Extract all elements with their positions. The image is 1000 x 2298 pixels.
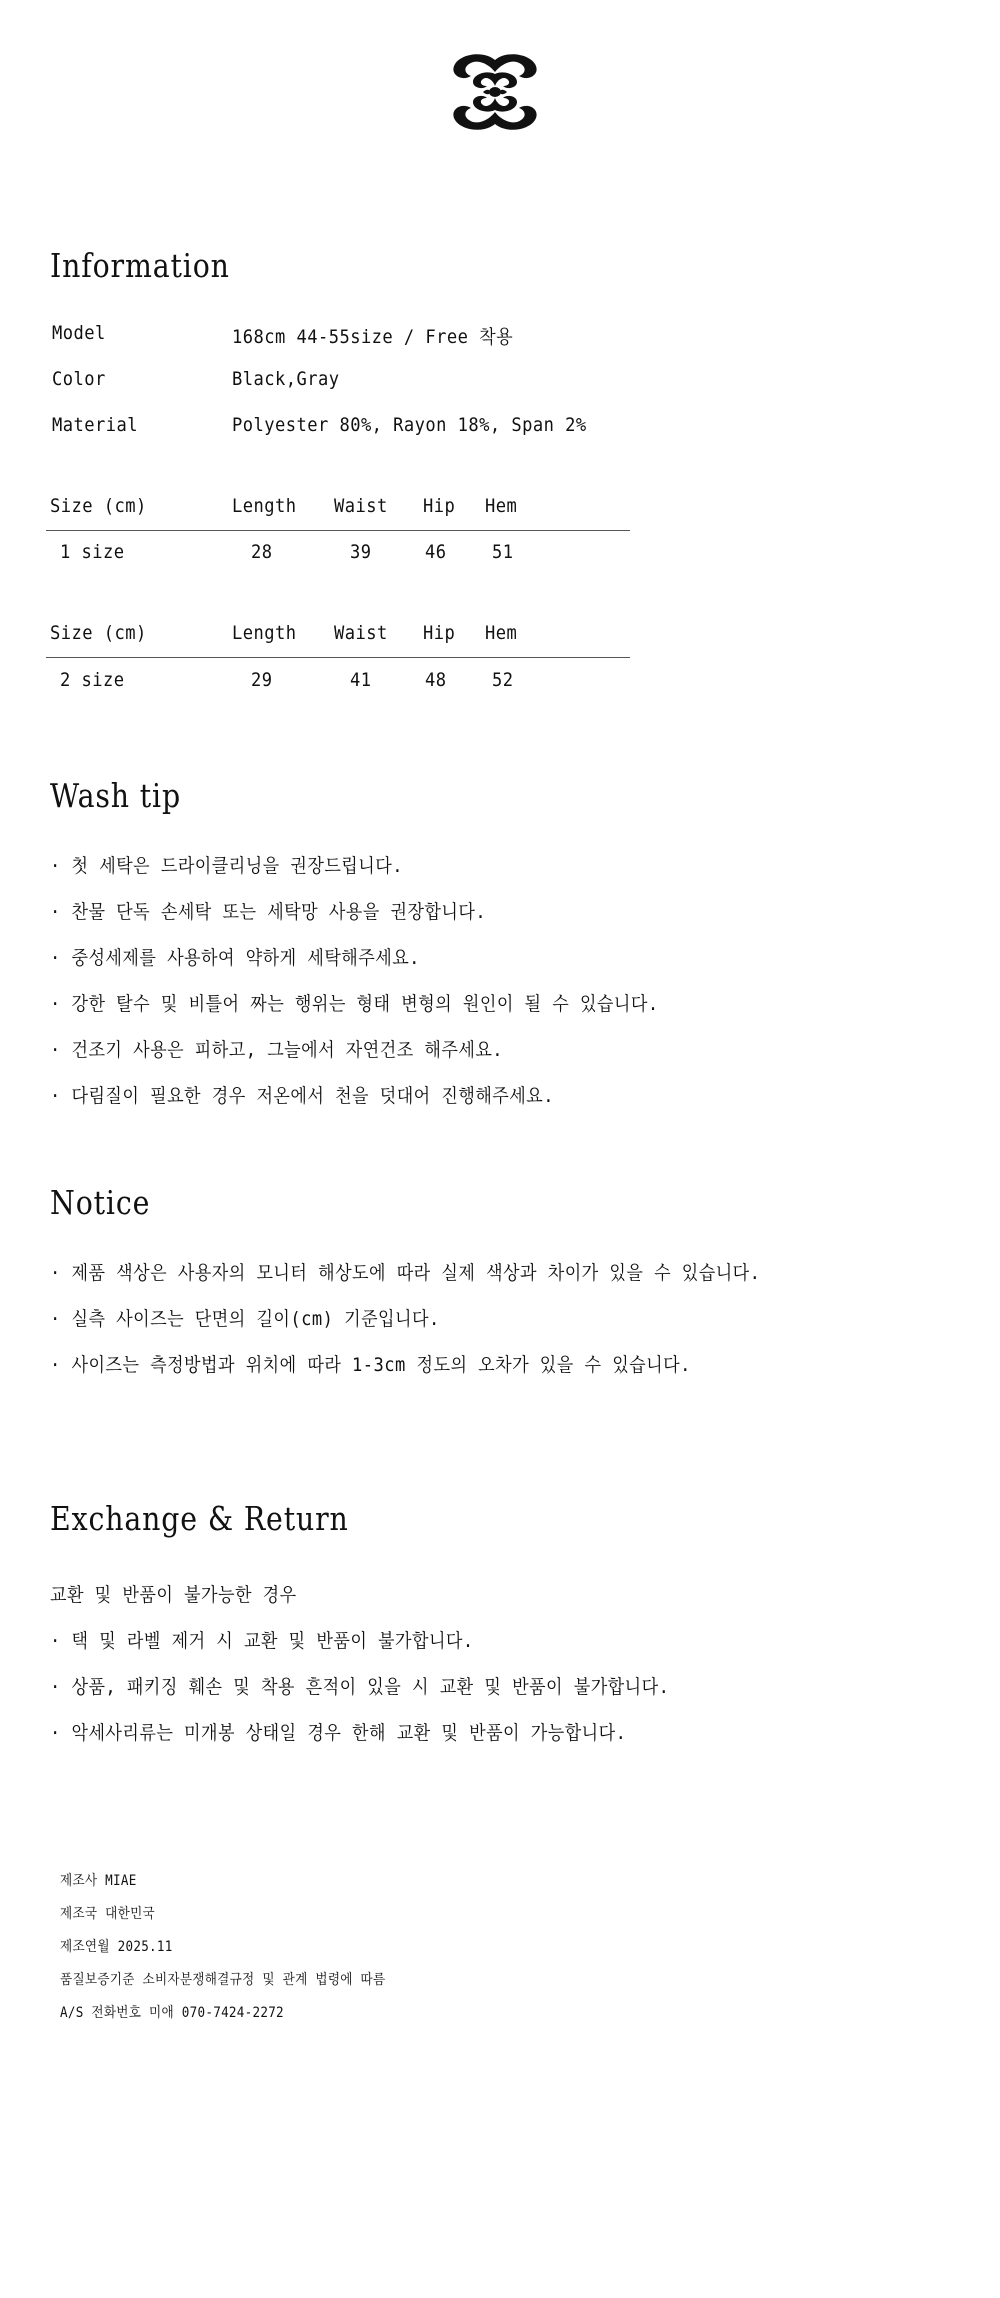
info-label-model: Model	[52, 322, 106, 344]
notice-item: · 사이즈는 측정방법과 위치에 따라 1-3cm 정도의 오차가 있을 수 있습니다.	[50, 1354, 691, 1376]
size-table-header-size: Size (cm)	[50, 495, 147, 517]
size-table-cell-waist: 39	[350, 541, 372, 563]
notice-item: · 제품 색상은 사용자의 모니터 해상도에 따라 실제 색상과 차이가 있을 수 있습니다.	[50, 1262, 761, 1284]
wash-tip-item: · 다림질이 필요한 경우 저온에서 천을 덧대어 진행해주세요.	[50, 1085, 554, 1107]
size-table-cell-hip: 46	[425, 541, 447, 563]
notice-heading: Notice	[50, 1183, 151, 1222]
size-table-header-waist: Waist	[334, 495, 388, 517]
wash-tip-item: · 첫 세탁은 드라이클리닝을 권장드립니다.	[50, 855, 403, 877]
wash-tip-item: · 찬물 단독 손세탁 또는 세탁망 사용을 권장합니다.	[50, 901, 487, 923]
footer-line-as-phone: A/S 전화번호 미애 070-7424-2272	[60, 2005, 284, 2021]
size-table-cell-size: 1 size	[60, 541, 125, 563]
footer-line-warranty: 품질보증기준 소비자분쟁해결규정 및 관계 법령에 따름	[60, 1972, 386, 1988]
exchange-item: · 택 및 라벨 제거 시 교환 및 반품이 불가합니다.	[50, 1630, 474, 1652]
exchange-item: · 상품, 패키징 훼손 및 착용 흔적이 있을 시 교환 및 반품이 불가합니다.	[50, 1676, 670, 1698]
info-label-color: Color	[52, 368, 106, 390]
wash-tip-item: · 중성세제를 사용하여 약하게 세탁해주세요.	[50, 947, 420, 969]
ornamental-logo-icon	[443, 52, 547, 132]
size-table-header-hip: Hip	[423, 622, 456, 644]
info-label-material: Material	[52, 414, 138, 436]
size-table-divider	[46, 657, 630, 658]
information-heading: Information	[50, 246, 230, 285]
exchange-return-heading: Exchange & Return	[50, 1499, 349, 1538]
notice-item: · 실측 사이즈는 단면의 길이(cm) 기준입니다.	[50, 1308, 440, 1330]
size-table-divider	[46, 530, 630, 531]
size-table-header-waist: Waist	[334, 622, 388, 644]
size-table-header-size: Size (cm)	[50, 622, 147, 644]
size-table-cell-hem: 51	[492, 541, 514, 563]
size-table-cell-hip: 48	[425, 669, 447, 691]
size-table-header-hem: Hem	[485, 622, 518, 644]
size-table-cell-length: 29	[251, 669, 273, 691]
size-table-cell-length: 28	[251, 541, 273, 563]
wash-tip-heading: Wash tip	[50, 776, 182, 815]
info-value-color: Black,Gray	[232, 368, 340, 390]
size-table-cell-size: 2 size	[60, 669, 125, 691]
wash-tip-item: · 강한 탈수 및 비틀어 짜는 행위는 형태 변형의 원인이 될 수 있습니다.	[50, 993, 659, 1015]
size-table-cell-hem: 52	[492, 669, 514, 691]
footer-line-manufacturer: 제조사 MIAE	[60, 1873, 137, 1889]
exchange-item: · 악세사리류는 미개봉 상태일 경우 한해 교환 및 반품이 가능합니다.	[50, 1722, 627, 1744]
size-table-header-hip: Hip	[423, 495, 456, 517]
info-value-material: Polyester 80%, Rayon 18%, Span 2%	[232, 414, 587, 436]
size-table-header-length: Length	[232, 495, 297, 517]
size-table-cell-waist: 41	[350, 669, 372, 691]
info-value-model: 168cm 44-55size / Free 착용	[232, 326, 514, 348]
exchange-intro: 교환 및 반품이 불가능한 경우	[50, 1584, 297, 1606]
size-table-header-hem: Hem	[485, 495, 518, 517]
wash-tip-item: · 건조기 사용은 피하고, 그늘에서 자연건조 해주세요.	[50, 1039, 504, 1061]
size-table-header-length: Length	[232, 622, 297, 644]
footer-line-country: 제조국 대한민국	[60, 1906, 155, 1922]
footer-line-date: 제조연월 2025.11	[60, 1939, 173, 1955]
